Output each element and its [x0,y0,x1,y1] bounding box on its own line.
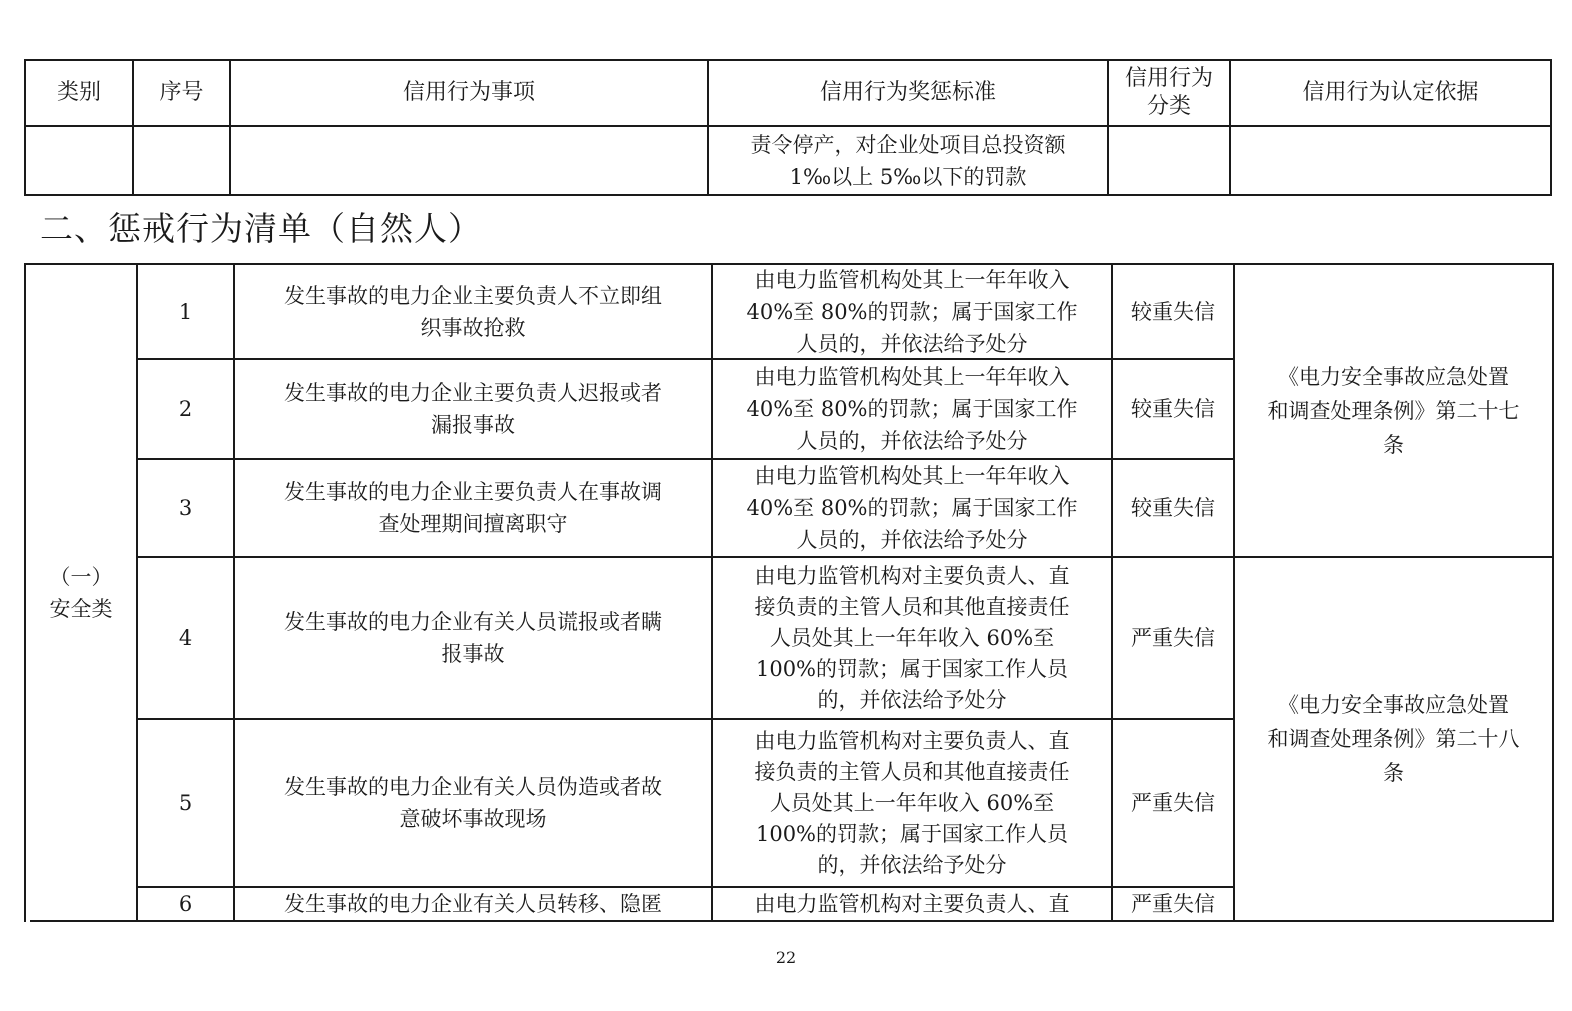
category-cell: （一） 安全类 [49,564,113,621]
header-classification: 信用行为 分类 [1124,66,1213,119]
header-seq: 序号 [159,80,204,105]
row-classification: 严重失信 [1131,791,1215,815]
row-standard: 由电力监管机构处其上一年年收入 40%至 80%的罚款；属于国家工作 人员的，并依法给予处分 [746,464,1078,552]
row-standard: 由电力监管机构对主要负责人、直 接负责的主管人员和其他直接责任 人员处其上一年年收入 60%至 100%的罚款；属于国家工作人员 的，并依法给予处分 [754,728,1070,877]
section-title: 二、惩戒行为清单（自然人） [40,209,482,248]
row-seq: 4 [178,626,193,650]
row-seq: 3 [178,496,193,520]
row-standard: 由电力监管机构处其上一年年收入 40%至 80%的罚款；属于国家工作 人员的，并依法给予处分 [746,267,1078,356]
row-standard: 由电力监管机构处其上一年年收入 40%至 80%的罚款；属于国家工作 人员的，并依法给予处分 [746,365,1078,453]
row-standard: 由电力监管机构对主要负责人、直 [754,892,1070,916]
header-category: 类别 [56,80,101,105]
row-classification: 严重失信 [1131,892,1215,916]
row-matter: 发生事故的电力企业主要负责人在事故调 查处理期间擅离职守 [284,480,662,536]
row-matter: 发生事故的电力企业有关人员转移、隐匿 [284,892,662,916]
header-matter: 信用行为事项 [402,80,535,105]
page-number: 22 [775,948,797,967]
table-border-bottom [30,920,1554,922]
row-seq: 5 [178,791,193,815]
row-classification: 较重失信 [1131,299,1215,324]
row-classification: 较重失信 [1131,397,1215,421]
basis-cell: 《电力安全事故应急处置 和调查处理条例》第二十七 条 [1267,364,1520,457]
row-matter: 发生事故的电力企业有关人员谎报或者瞒 报事故 [284,610,662,666]
row-seq: 1 [178,299,193,324]
header-basis: 信用行为认定依据 [1302,80,1479,105]
row-seq: 6 [178,892,193,916]
table-border-right [1552,263,1554,922]
table-rule [24,194,1552,196]
basis-cell: 《电力安全事故应急处置 和调查处理条例》第二十八 条 [1267,693,1520,785]
row-matter: 发生事故的电力企业主要负责人不立即组 织事故抢救 [284,283,662,340]
row-classification: 较重失信 [1131,496,1215,520]
header-standard: 信用行为奖惩标准 [819,80,996,105]
continued-standard-cell: 责令停产，对企业处项目总投资额 1‰以上 5‰以下的罚款 [750,132,1066,189]
row-matter: 发生事故的电力企业有关人员伪造或者故 意破坏事故现场 [284,775,662,831]
table-border-right [1550,59,1552,196]
row-standard: 由电力监管机构对主要负责人、直 接负责的主管人员和其他直接责任 人员处其上一年年收入 60%至 100%的罚款；属于国家工作人员 的，并依法给予处分 [754,563,1070,712]
row-classification: 严重失信 [1131,626,1215,650]
row-matter: 发生事故的电力企业主要负责人迟报或者 漏报事故 [284,381,662,437]
row-seq: 2 [178,397,193,421]
